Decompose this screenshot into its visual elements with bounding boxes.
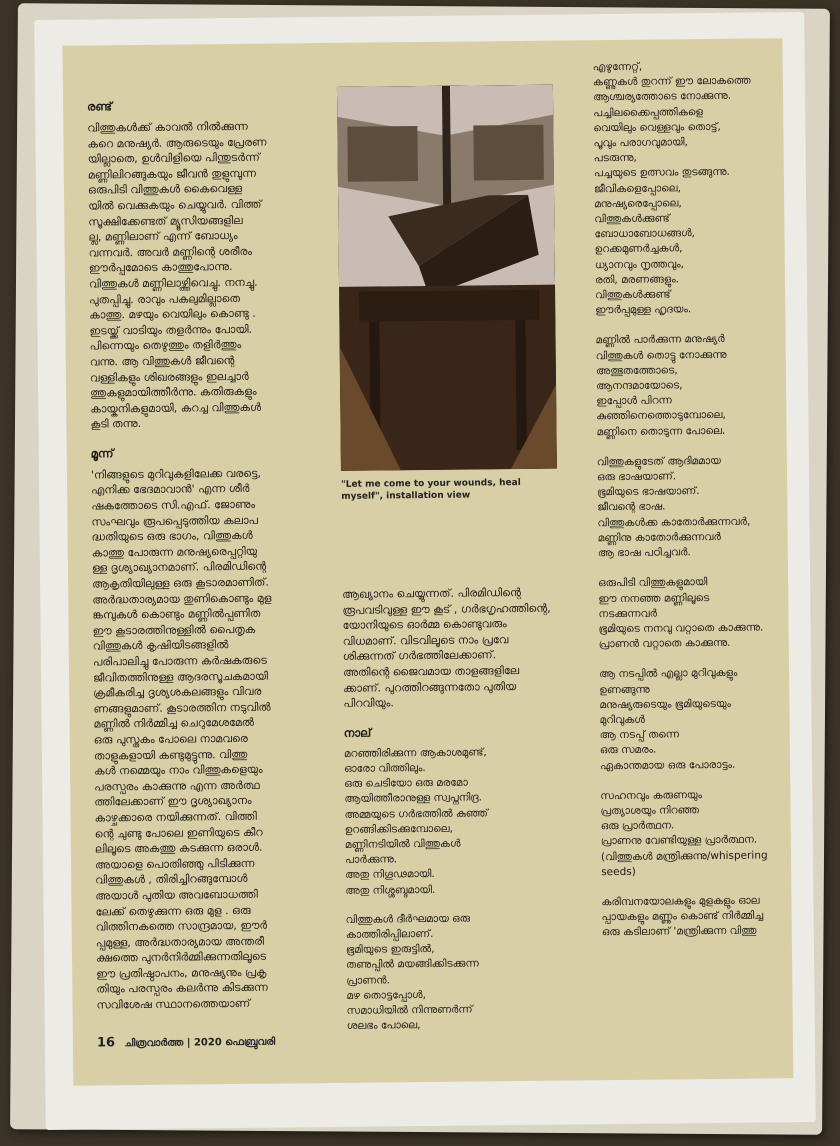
poem-stanza-4: മണ്ണിൽ പാർക്കുന്ന മനുഷ്യർ വിത്തുകൾ തൊട്ടു നോക്കുന്നു അത്ഭുതത്തോടെ, ആനന്ദമായോടെ, ഇപ്പോൾ പിറന്ന കുഞ്ഞിനെത്തൊടുമ്പോലെ, മണ്ണിനെ തൊടുന്ന പോലെ. — [595, 333, 727, 438]
column-1 — [87, 87, 307, 1027]
closing-paragraph: കരിമ്പനയോലകളും മുളകളും ഓല പ്പായകളും മണ്ണും കൊണ്ട് നിർമ്മിച്ച ഒരു കടിലാണ് 'മന്ത്രിക്കുന്ന വിത്തു — [601, 894, 764, 939]
column-3 — [593, 58, 782, 955]
page-footer — [97, 1034, 275, 1051]
section-three-paragraph: 'നിങ്ങളുടെ മുറിവുകളിലേക്ക വരട്ടെ, എനിക്ക ഭേദമാവാൻ' എന്ന ശീർ ഷകത്തോടെ സി.എഫ്. ജോണും സംഘവും രൂപപ്പെടുത്തിയ കലാപ ദ്ധതിയുടെ ഒരു ഭാഗം, വിത്തുകൾ കാത്തു പോരുന്ന മനുഷ്യരെപ്പറ്റിയു ള്ള ദൃശ്യാഖ്യാനമാണ്. പിരമിഡിന്റെ ആകൃതിയിലുള്ള ഒരു കൂടാരമാണിത്. അർദ്ധതാര്യമായ തുണികൊണ്ടും മുള ങ്കമ്പുകൾ കൊണ്ടും മണ്ണിൽപ്പണിത ഈ കൂടാരത്തിനുള്ളിൽ പൈതൃക വിത്തുകൾ കൃഷിയിടങ്ങളിൽ പരിപാലിച്ചു പോരുന്ന കർഷകരുടെ ജീവിതത്തിനുള്ള ആദരസൂചകമായി ക്രമീകരിച്ച ദൃശ്യശകലങ്ങളും വിവര ണങ്ങളുമാണ്. കൂടാരത്തിന നടുവിൽ മണ്ണിൽ നിർമ്മിച്ച ചെറുമേശമേൽ ഒരു പുസ്തകം പോലെ നാമവരെ താളുകളായി കണ്ടുമുട്ടുന്നു. വിത്തു കൾ നമ്മെയും നാം വിത്തുകളെയും പരസ്പരം കാക്കുന്നു എന്ന അർത്ഥ ത്തിലേക്കാണ് ഈ ദൃശ്യാഖ്യാനം കാഴ്ചക്കാരെ നയിക്കുന്നത്. വിത്തി ന്റെ ചുണ്ടു പോലെ ഇണിയുടെ കീറ ലിലൂടെ അകത്തു കടക്കുന്ന ഒരാൾ. അയാളെ പൊതിഞ്ഞു പിടിക്കുന്ന വിത്തുകൾ , തിരിച്ചിറങ്ങുമ്പോൾ അയാൾ പുതിയ അവബോധത്തി ലേക്ക് തെഴുക്കുന്ന ഒരു മുള . ഒരു വിത്തിനകത്തെ സാന്ദ്രമായ, ഈർ പ്പമുള്ള, അർദ്ധതാര്യമായ അന്തരീ ക്ഷത്തെ പുനർനിർമ്മിക്കുന്നതിലൂടെ ഈ പ്രതിഷ്ഠാപനം, മനുഷ്യനും പ്രകൃ തിയും പരസ്പരം കലർന്നു കിടക്കുന്ന സവിശേഷ സ്ഥാനത്തെയാണ് — [90, 466, 272, 1012]
installation-photo-image — [337, 85, 557, 471]
poem-stanza-1: മറഞ്ഞിരിക്കുന്ന ആകാശമുണ്ട്, ഓരോ വിത്തിലും. ഒരു ചെടിയോ ഒരു മരമോ ആയിത്തീരാനുള്ള സ്വപ്നനിദ്ര. അമ്മയുടെ ഗർഭത്തിൽ കുഞ്ഞ് ഉറങ്ങിക്കിടക്കുമ്പോലെ, മണ്ണിനടിയിൽ വിത്തുകൾ പാർക്കുന്നു. അതു നിഗൂഢമായി. അതു നിശ്ശബ്ദമായി. — [343, 746, 488, 897]
section-two-paragraph: വിത്തുകൾക്ക് കാവൽ നിൽക്കുന്ന കറെ മനുഷ്യർ. ആരുടെയും പ്രേരണ യില്ലാതെ, ഉൾവിളിയെ പിന്തുടർന്ന് മണ്ണിലിറങ്ങുകയും ജീവൻ തുളുമ്പുന്ന ഒരുപിടി വിത്തുകൾ കൈവെള്ള യിൽ വെക്കുകയും ചെയ്യുവർ. വിത്ത് സൂക്ഷിക്കേണ്ടത് മ്യൂസിയങ്ങളില ല്ല, മണ്ണിലാണ് എന്ന് ബോധ്യം വന്നവർ. അവർ മണ്ണിന്റെ ശരീരം ഈർപ്പമോടെ കാത്തുപോന്നു. വിത്തുകൾ മണ്ണിലാഴ്ത്തിവെച്ചു. നനച്ചു. പുതപ്പിച്ചു. രാവും പകലുമില്ലാതെ കാത്തു. മഴയും വെയിലും കൊണ്ടു . ഇടയ്ക്ക് വാടിയും തളർന്നും പോയി. പിന്നെയും തെഴുത്തും തളിർത്തും വന്നു. ആ വിത്തുകൾ ജീവന്റെ വള്ളികളും ശിഖരങ്ങളും ഇലച്ചാർ ത്തുകളുമായിത്തീർന്നു. കതിരുകളും കായ്കനികളുമായി, കറച്ച വിത്തുകൾ കൂടി തന്നു. — [87, 119, 267, 431]
poem-stanza-7: ആ നടപ്പിൽ എല്ലാ മുറിവുകളും ഉണങ്ങുന്നു മനുഷ്യരുടെയും ഭൂമിയുടെയും മുറിവുകൾ ആ നടപ്പ് തന്നെ ഒരു സമരം. ഏകാന്തമായ ഒരു പോരാട്ടം. — [599, 667, 738, 772]
continuation-paragraph: ആഖ്യാനം ചെയ്യുന്നത്. പിരമിഡിന്റെ രൂപവടിവുള്ള ഈ കൂട് , ഗർഭഗൃഹത്തിന്റെ, യോനിയുടെ ഓർമ്മ കൊണ്ടുവരും വിധമാണ്. വിടവിലൂടെ നാം പ്രവേ ശിക്കുന്നത് ഗർഭത്തിലേക്കാണ്. അതിന്റെ ജൈവമായ താളങ്ങളിലേ ക്കാണ്. പുറത്തിറങ്ങുന്നതോ പുതിയ പിറവിയും. — [342, 585, 551, 711]
page-number: 16 — [96, 1035, 116, 1051]
poem-stanza-8: സഹനവും കരുണയും പ്രത്യാശയും നിറഞ്ഞ ഒരു പ്രാർത്ഥന. പ്രാണനു വേണ്ടിയുള്ള പ്രാർത്ഥന. (വിത്തുകൾ മന്ത്രിക്കുന്നു/whispering seeds) — [600, 788, 768, 878]
magazine-page — [34, 12, 816, 1130]
poem-stanza-3: എഴുന്നേറ്റ്, കണ്ണുകൾ തുറന്ന് ഈ ലോകത്തെ ആശ്ചര്യത്തോടെ നോക്കുന്നു. പച്ചിലക്കൈപ്പത്തികളെ വെയിലും വെള്ളവും തൊട്ട്, പൂവും പരാഗവുമായി, പടരുന്നു, പച്ചയുടെ ഉത്സവം തുടങ്ങുന്നു. ജീവികളെപ്പോലെ, മനുഷ്യരെപ്പോലെ, വിത്തുകൾക്കുണ്ട് ബോധാബോധങ്ങൾ, ഉറക്കമുണർച്ചകൾ, ധ്യാനവും നൃത്തവും, രതി, മരണങ്ങളും. വിത്തുകൾക്കുണ്ട് ഈർപ്പമുള്ള ഹൃദയം. — [592, 60, 751, 317]
poem-stanza-5: വിത്തുകളുടേത് ആദിമമായ ഒരു ഭാഷയാണ്. ഭൂമിയുടെ ഭാഷയാണ്. ജീവന്റെ ഭാഷ. വിത്തുകൾക്ക കാതോർക്കുന്നവർ, മണ്ണിനു കാതോർക്കുന്നവർ ആ ഭാഷ പഠിച്ചവർ. — [596, 454, 751, 560]
poem-stanza-2: വിത്തുകൾ ദീർഘമായ ഒരു കാത്തിരിപ്പിലാണ്. ഭൂമിയുടെ ഇരുട്ടിൽ, തണുപ്പിൽ മയങ്ങിക്കിടക്കുന്ന പ്രാണൻ. മഴ തൊട്ടപ്പോൾ, സമാധിയിൽ നിന്നുണർന്ന് ശലഭം പോലെ, — [345, 912, 479, 1033]
poem-block — [344, 744, 567, 1034]
installation-photo — [337, 85, 557, 471]
poem-stanza-6: ഒരുപിടി വിത്തുകളുമായി ഈ നനഞ്ഞ മണ്ണിലൂടെ നടക്കുന്നവർ ഭൂമിയുടെ നനവു വറ്റാതെ കാക്കുന്നു. പ്രാണൻ വറ്റാതെ കാക്കുന്നു. — [598, 576, 764, 651]
magazine-issue: ചിത്രവാർത്ത | 2020 ഫെബ്രുവരി — [124, 1036, 276, 1050]
photo-caption: "Let me come to your wounds, heal myself", installation view — [341, 477, 521, 502]
section-heading-two: രണ്ട് — [87, 99, 113, 114]
column-2 — [342, 585, 567, 1049]
section-heading-four: നാല് — [343, 725, 372, 740]
section-heading-three: മൂന്ന് — [90, 446, 114, 461]
